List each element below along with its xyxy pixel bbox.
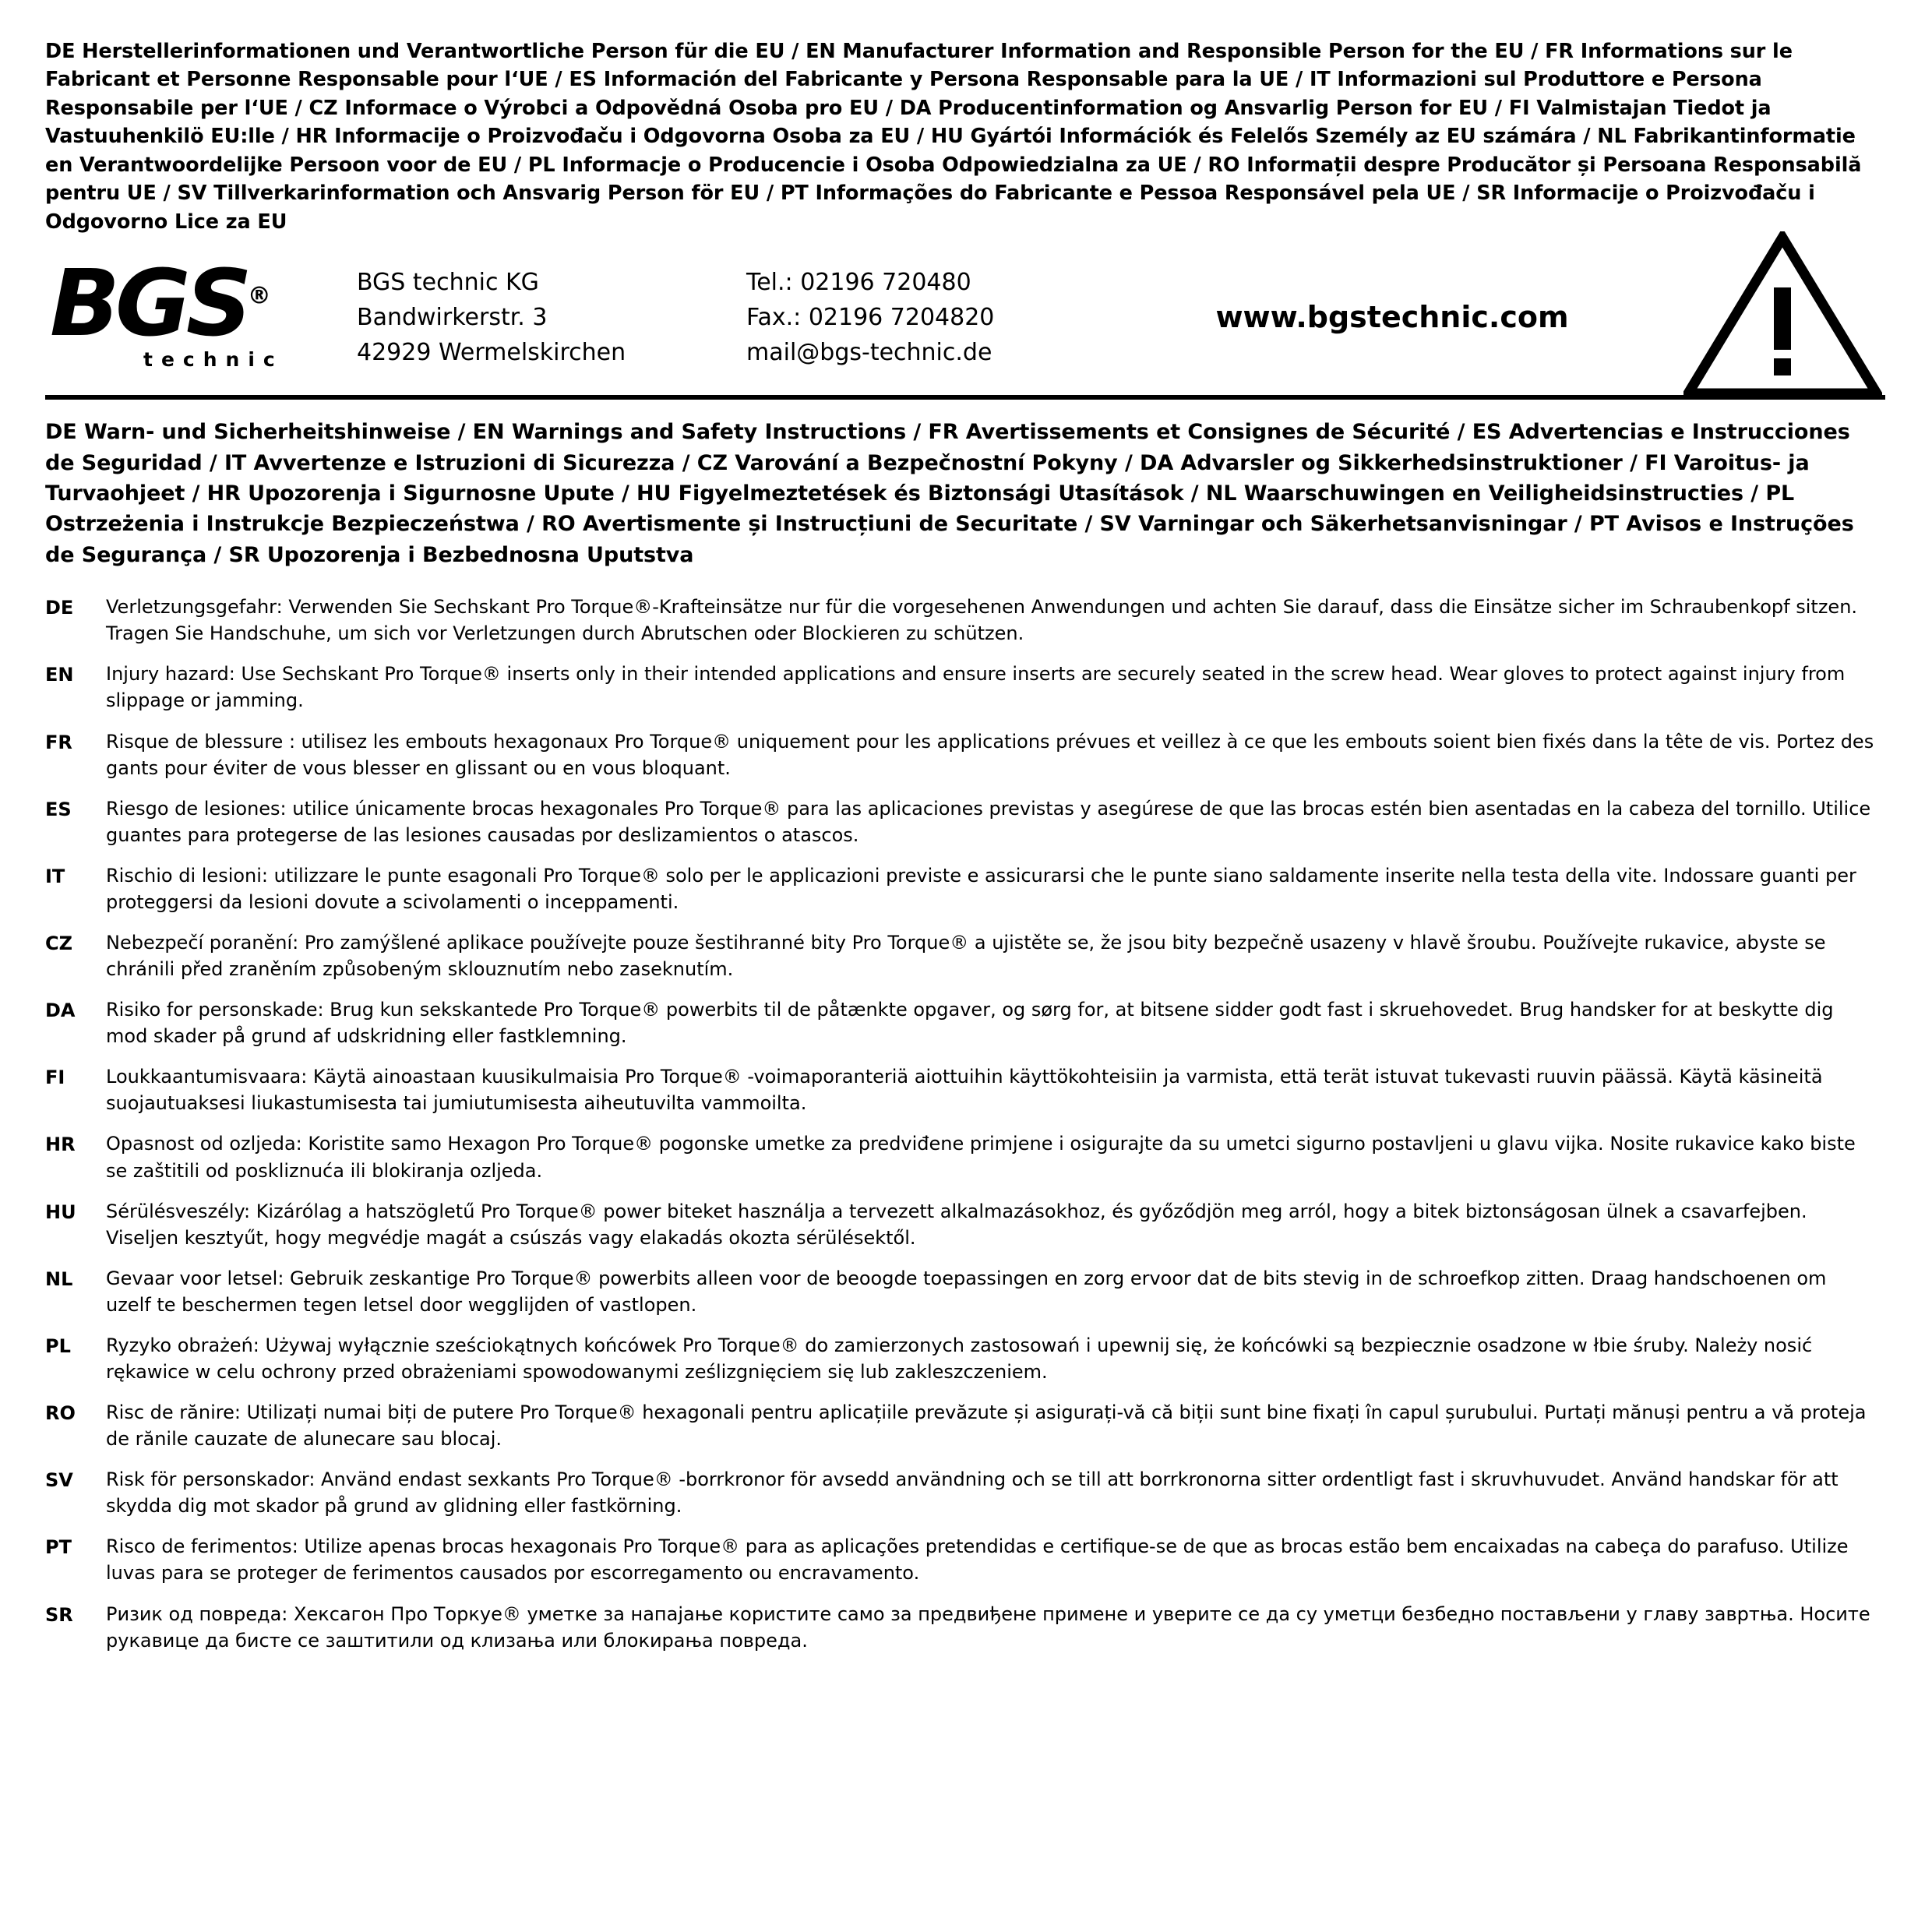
lang-text: Risc de rănire: Utilizați numai biți de putere Pro Torque® hexagonali pentru aplicațiile prevăzute și asigurați-vă că biții sunt bine fixați în capul șurubului. Purtați mănuși pentru a vă proteja de rănile cauzate de alunecare sau blocaj. [106, 1401, 1867, 1451]
instruction-row [45, 1466, 1885, 1519]
instruction-row [45, 1399, 1885, 1452]
company-city: 42929 Wermelskirchen [357, 338, 626, 366]
lang-code: SR [45, 1603, 73, 1626]
lang-code: FI [45, 1066, 65, 1089]
safety-heading: DE Warn- und Sicherheitshinweise / EN Warnings and Safety Instructions / FR Avertissements et Consignes de Sécurité / ES Advertencias e Instrucciones de Seguridad / IT Avvertenze e Istruzioni di Sicurezza / CZ Varování a Bezpečnostní Pokyny / DA Advarsler og Sikkerhedsinstruktioner / FI Varoitus- ja Turvaohjeet / HR Upozorenja i Sigurnosne Upute / HU Figyelmeztetések és Biztonsági Utasítások / NL Waarschuwingen en Veiligheidsinstructies / PL Ostrzeżenia i Instrukcje Bezpieczeństwa / RO Avertismente și Instrucțiuni de Securitate / SV Varningar och Säkerhetsanvisningar / PT Avisos e Instruções de Segurança / SR Upozorenja i Bezbednosna Uputstva [45, 420, 1854, 567]
lang-code: NL [45, 1267, 73, 1290]
instruction-row [45, 1063, 1885, 1116]
instruction-row [45, 1332, 1885, 1385]
lang-text: Nebezpečí poranění: Pro zamýšlené aplikace používejte pouze šestihranné bity Pro Torque® a ujistěte se, že jsou bity bezpečně usazeny v hlavě šroubu. Používejte rukavice, abyste se chránili před zraněním způsobeným sklouznutím nebo zaseknutím. [106, 931, 1826, 981]
company-contact [746, 260, 1112, 370]
lang-code: PT [45, 1536, 72, 1559]
logo-wordmark [50, 249, 357, 357]
lang-text: Opasnost od ozljeda: Koristite samo Hexagon Pro Torque® pogonske umetke za predviđene primjene i osigurajte da su umetci sigurno postavljeni u glavu vijka. Nosite rukavice kako biste se zaštitili od poskliznuća ili blokiranja ozljeda. [106, 1133, 1856, 1182]
lang-code: DA [45, 999, 76, 1022]
lang-text: Ryzyko obrażeń: Używaj wyłącznie sześciokątnych końcówek Pro Torque® do zamierzonych zastosowań i upewnij się, że końcówki są bezpiecznie osadzone w łbie śruby. Należy nosić rękawice w celu ochrony przed obrażeniami spowodowanymi ześlizgnięciem się lub zakleszczeniem. [106, 1334, 1813, 1383]
lang-text: Loukkaantumisvaara: Käytä ainoastaan kuusikulmaisia Pro Torque® -voimaporanteriä aiottuihin käyttökohteisiin ja varmista, että terät istuvat tukevasti ruuvin päässä. Käytä käsineitä suojautuaksesi liukastumisesta tai jumiutumisesta aiheutuvilta vammoilta. [106, 1066, 1823, 1115]
instruction-row [45, 594, 1885, 647]
lang-code: EN [45, 664, 74, 686]
company-fax: Fax.: 02196 7204820 [746, 303, 995, 331]
instruction-row [45, 1130, 1885, 1183]
lang-text: Injury hazard: Use Sechskant Pro Torque® inserts only in their intended applications and ensure inserts are securely seated in the screw head. Wear gloves to protect against injury from slippage or jamming. [106, 663, 1846, 712]
lang-text: Verletzungsgefahr: Verwenden Sie Sechskant Pro Torque®-Krafteinsätze nur für die vorgesehenen Anwendungen und achten Sie darauf, dass die Einsätze sicher im Schraubenkopf sitzen. Tragen Sie Handschuhe, um sich vor Verletzungen durch Abrutschen oder Blockieren zu schützen. [106, 596, 1858, 645]
lang-text: Rischio di lesioni: utilizzare le punte esagonali Pro Torque® solo per le applicazioni previste e assicurarsi che le punte siano saldamente inserite nella testa della vite. Indossare guanti per proteggersi da lesioni dovute a scivolamenti o inceppamenti. [106, 864, 1856, 913]
lang-code: RO [45, 1402, 76, 1425]
lang-code: IT [45, 865, 65, 887]
instruction-row [45, 661, 1885, 714]
bgs-logo [45, 249, 357, 371]
lang-text: Risk för personskador: Använd endast sexkants Pro Torque® -borrkronor för avsedd användning och se till att borrkronorna sitter ordentligt fast i skruvhuvudet. Använd handskar för att skydda dig mot skador på grund av glidning eller fastkörning. [106, 1468, 1839, 1518]
lang-text: Risque de blessure : utilisez les embouts hexagonaux Pro Torque® uniquement pour les applications prévues et veillez à ce que les embouts soient bien fixés dans la tête de vis. Portez des gants pour éviter de vous blesser en glissant ou en vous bloquant. [106, 730, 1874, 779]
instruction-row [45, 1265, 1885, 1318]
logo-registered-mark: ® [247, 282, 271, 310]
instruction-row [45, 728, 1885, 781]
lang-code: FR [45, 731, 72, 753]
lang-code: DE [45, 597, 74, 619]
instruction-row [45, 1198, 1885, 1251]
lang-text: Risco de ferimentos: Utilize apenas brocas hexagonais Pro Torque® para as aplicações pretendidas e certifique-se de que as brocas estão bem encaixadas na cabeça do parafuso. Utilize luvas para se proteger de ferimentos causados por escorregamento ou encravamento. [106, 1535, 1849, 1585]
lang-code: SV [45, 1469, 73, 1492]
instruction-list [45, 594, 1885, 1654]
lang-code: CZ [45, 932, 73, 954]
instruction-row [45, 795, 1885, 848]
lang-text: Gevaar voor letsel: Gebruik zeskantige Pro Torque® powerbits alleen voor de beoogde toepassingen en zorg ervoor dat de bits stevig in de schroefkop zitten. Draag handschoenen om uzelf te beschermen tegen letsel door wegglijden of vastlopen. [106, 1267, 1827, 1316]
company-website[interactable]: www.bgstechnic.com [1215, 300, 1569, 335]
company-tel: Tel.: 02196 720480 [746, 268, 971, 296]
company-address [357, 260, 746, 370]
instruction-row [45, 929, 1885, 982]
instruction-row [45, 996, 1885, 1049]
lang-text: Riesgo de lesiones: utilice únicamente brocas hexagonales Pro Torque® para las aplicaciones previstas y asegúrese de que las brocas estén bien asentadas en la cabeza del tornillo. Utilice guantes para protegerse de las lesiones causadas por deslizamientos o atascos. [106, 797, 1871, 846]
warning-triangle-icon [1672, 231, 1885, 399]
company-mail[interactable]: mail@bgs-technic.de [746, 338, 992, 366]
logo-text: BGS [50, 249, 248, 357]
manufacturer-info-heading: DE Herstellerinformationen und Verantwortliche Person für die EU / EN Manufacturer Information and Responsible Person for the EU / FR Informations sur le Fabricant et Personne Responsable pour l‘UE / ES Información del Fabricante y Persona Responsable para la UE / IT Informazioni sul Produttore e Persona Responsabile per l‘UE / CZ Informace o Výrobci a Odpovědná Osoba pro EU / DA Producentinformation og Ansvarlig Person for EU / FI Valmistajan Tiedot ja Vastuuhenkilö EU:lle / HR Informacije o Proizvođaču i Odgovorna Osoba za EU / HU Gyártói Információk és Felelős Személy az EU számára / NL Fabrikantinformatie en Verantwoordelijke Persoon voor de EU / PL Informacje o Producencie i Osoba Odpowiedzialna za UE / RO Informații despre Producător și Persoana Responsabilă pentru UE / SV Tillverkarinformation och Ansvarig Person för EU / PT Informações do Fabricante e Pessoa Responsável pela UE / SR Informacije o Proizvođaču i Odgovorno Lice za EU [45, 40, 1862, 234]
lang-code: ES [45, 798, 72, 820]
instruction-row [45, 862, 1885, 915]
lang-code: HU [45, 1200, 76, 1223]
instruction-row [45, 1533, 1885, 1586]
lang-code: PL [45, 1334, 71, 1357]
lang-text: Sérülésveszély: Kizárólag a hatszögletű Pro Torque® power biteket használja a tervezett alkalmazásokhoz, és győződjön meg arról, hogy a bitek biztonságosan ülnek a csavarfejben. Viseljen kesztyűt, hogy megvédje magát a csúszás vagy elakadás okozta sérülésektől. [106, 1200, 1807, 1249]
instruction-row [45, 1601, 1885, 1654]
company-band [45, 247, 1885, 400]
lang-text: Ризик од повреда: Хексагон Про Торкуе® уметке за напајање користите само за предвиђене примене и уверите се да су уметци безбедно постављени у главу завртња. Носите рукавице да бисте се заштитили од клизања или блокирања повреда. [106, 1602, 1870, 1652]
logo-subtext: technic [143, 347, 284, 371]
company-name: BGS technic KG [357, 268, 539, 296]
company-street: Bandwirkerstr. 3 [357, 303, 548, 331]
lang-text: Risiko for personskade: Brug kun sekskantede Pro Torque® powerbits til de påtænkte opgaver, og sørg for, at bitsene sidder godt fast i skruehovedet. Brug handsker for at beskytte dig mod skader på grund af udskridning eller fastklemning. [106, 999, 1834, 1048]
lang-code: HR [45, 1133, 76, 1156]
